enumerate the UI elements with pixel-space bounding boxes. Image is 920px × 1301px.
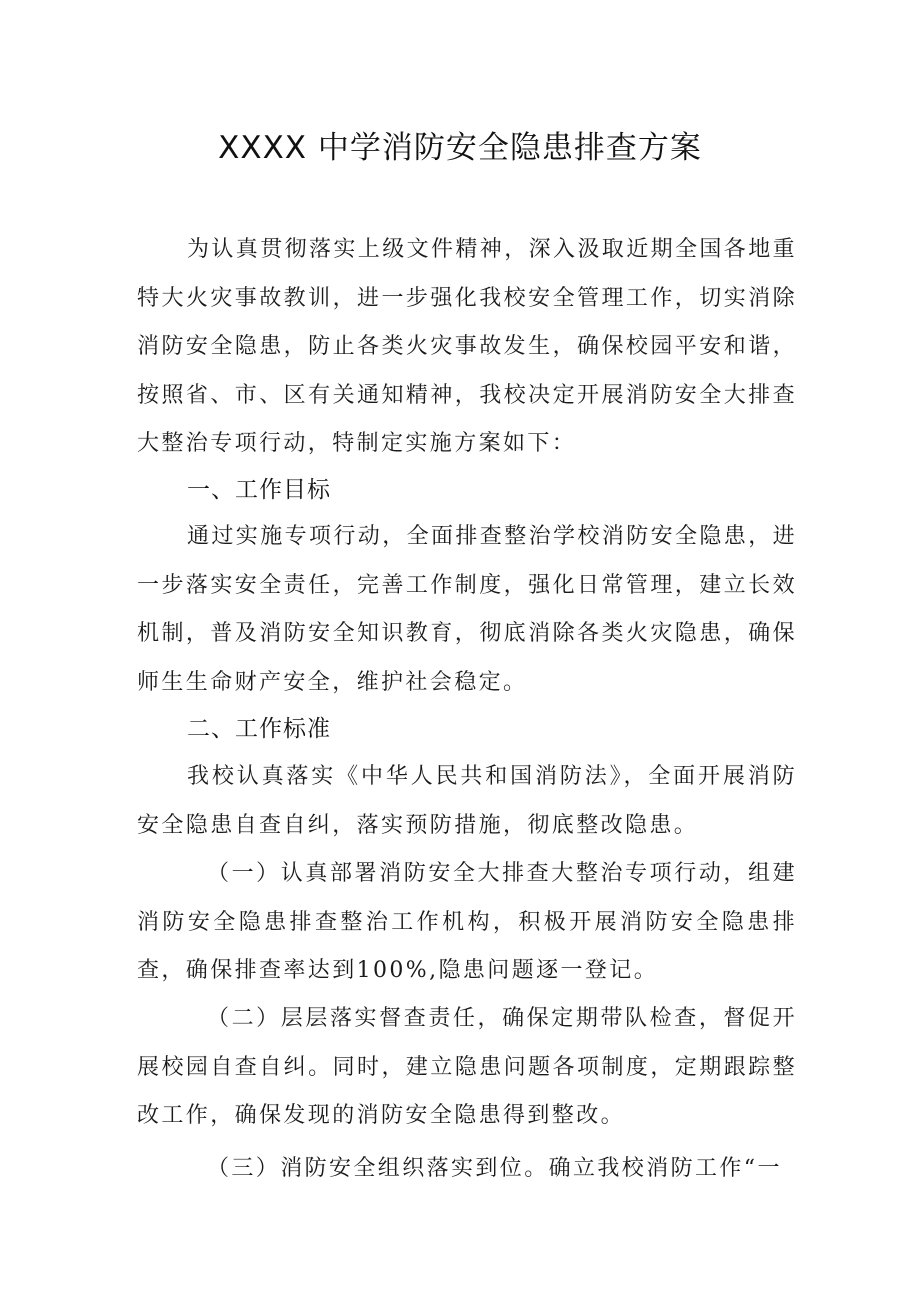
standards-item-2: （二）层层落实督查责任，确保定期带队检查，督促开展校园自查自纠。同时，建立隐患问题各项制度，定期跟踪整改工作，确保发现的消防安全隐患得到整改。	[137, 1006, 797, 1128]
section-heading-goals: 一、工作目标	[187, 477, 331, 503]
standards-item-1: （一）认真部署消防安全大排查大整治专项行动，组建消防安全隐患排查整治工作机构，积极开展消防安全隐患排查，确保排查率达到100%,隐患问题逐一登记。	[137, 861, 797, 983]
standards-item-3: （三）消防安全组织落实到位。确立我校消防工作“一	[207, 1156, 782, 1181]
goals-paragraph: 通过实施专项行动，全面排查整治学校消防安全隐患，进一步落实安全责任，完善工作制度，强化日常管理，建立长效机制，普及消防安全知识教育，彻底消除各类火灾隐患，确保师生生命财产安全，维护社会稳定。	[137, 524, 798, 695]
document-title: XXXX 中学消防安全隐患排查方案	[218, 130, 702, 166]
section-heading-standards: 二、工作标准	[187, 716, 331, 742]
intro-paragraph: 为认真贯彻落实上级文件精神，深入汲取近期全国各地重特大火灾事故教训，进一步强化我校安全管理工作，切实消除消防安全隐患，防止各类火灾事故发生，确保校园平安和谐，按照省、市、区有关通知精神，我校决定开展消防安全大排查大整治专项行动，特制定实施方案如下：	[137, 237, 798, 456]
standards-paragraph: 我校认真落实《中华人民共和国消防法》，全面开展消防安全隐患自查自纠，落实预防措施，彻底整改隐患。	[137, 764, 797, 838]
